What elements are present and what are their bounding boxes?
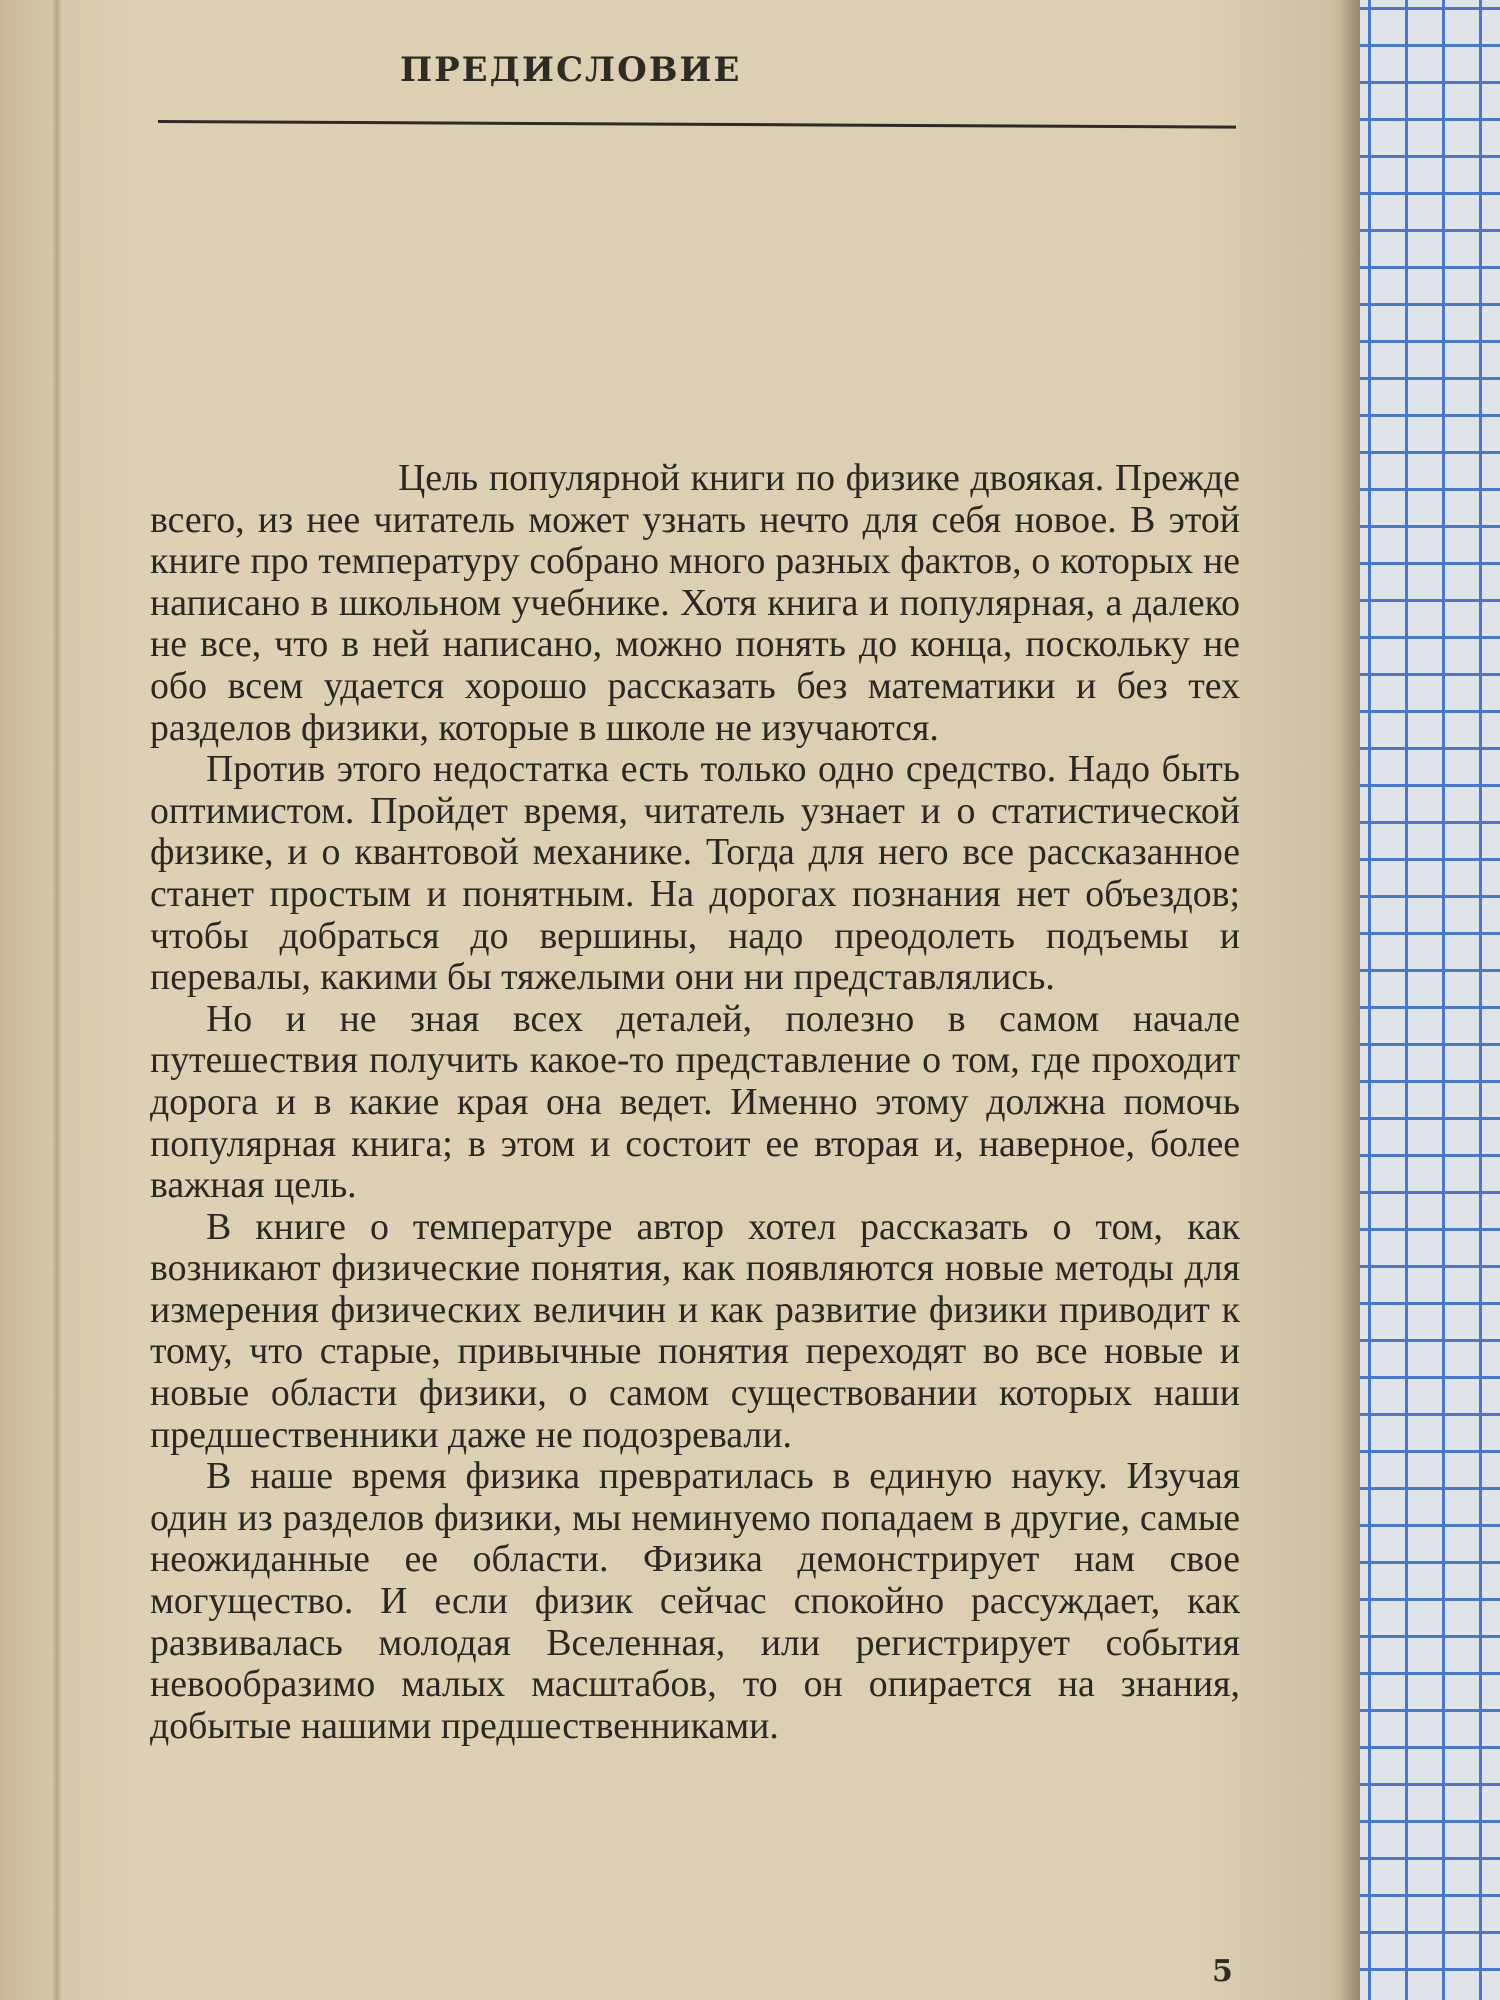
page-edge-shadow xyxy=(1340,0,1360,2000)
heading-rule xyxy=(158,120,1236,129)
paragraph-4: В книге о температуре автор хотел рассказать о том, как возникают физические понятия, как появляются новые методы для измерения физических величин и как развитие физики приводит к тому, что старые, привычные понятия переходят во все новые и новые области физики, о самом существовании которых наши предшественники даже не подозревали. xyxy=(150,1205,1240,1456)
paragraph-3: Но и не зная всех деталей, полезно в самом начале путешествия получить какое-то представление о том, где проходит дорога и в какие края она ведет. Именно этому должна помочь популярная книга; в этом и состоит ее вторая и, наверное, более важная цель. xyxy=(150,997,1240,1207)
paragraph-1: Цель популярной книги по физике двоякая. Прежде всего, из нее читатель может узнать нечто для себя новое. В этой книге про температуру собрано много разных фактов, о которых не написано в школьном учебнике. Хотя книга и популярная, а далеко не все, что в ней написано, можно понять до конца, поскольку не обо всем удается хорошо рассказать без математики и без тех разделов физики, которые в школе не изучаются. xyxy=(150,457,1240,749)
graph-paper-background xyxy=(1360,0,1500,2000)
page-gutter-shadow xyxy=(52,0,62,2000)
page-heading: ПРЕДИСЛОВИЕ xyxy=(400,50,742,90)
paragraph-5: В наше время физика превратилась в единую науку. Изучая один из разделов физики, мы неминуемо попадаем в другие, самые неожиданные ее области. Физика демонстрирует нам свое могущество. И если физик сейчас спокойно рассуждает, как развивалась молодая Вселенная, или регистрирует события невообразимо малых масштабов, то он опирается на знания, добытые нашими предшественниками. xyxy=(150,1455,1240,1747)
body-text xyxy=(150,458,1240,1747)
page-number: 5 xyxy=(1212,1954,1233,1989)
paragraph-2: Против этого недостатка есть только одно средство. Надо быть оптимистом. Пройдет время, читатель узнает и о статистической физике, и о квантовой механике. Тогда для него все рассказанное станет простым и понятным. На дорогах познания нет объездов; чтобы добраться до вершины, надо преодолеть подъемы и перевалы, какими бы тяжелыми они ни представлялись. xyxy=(150,748,1240,999)
